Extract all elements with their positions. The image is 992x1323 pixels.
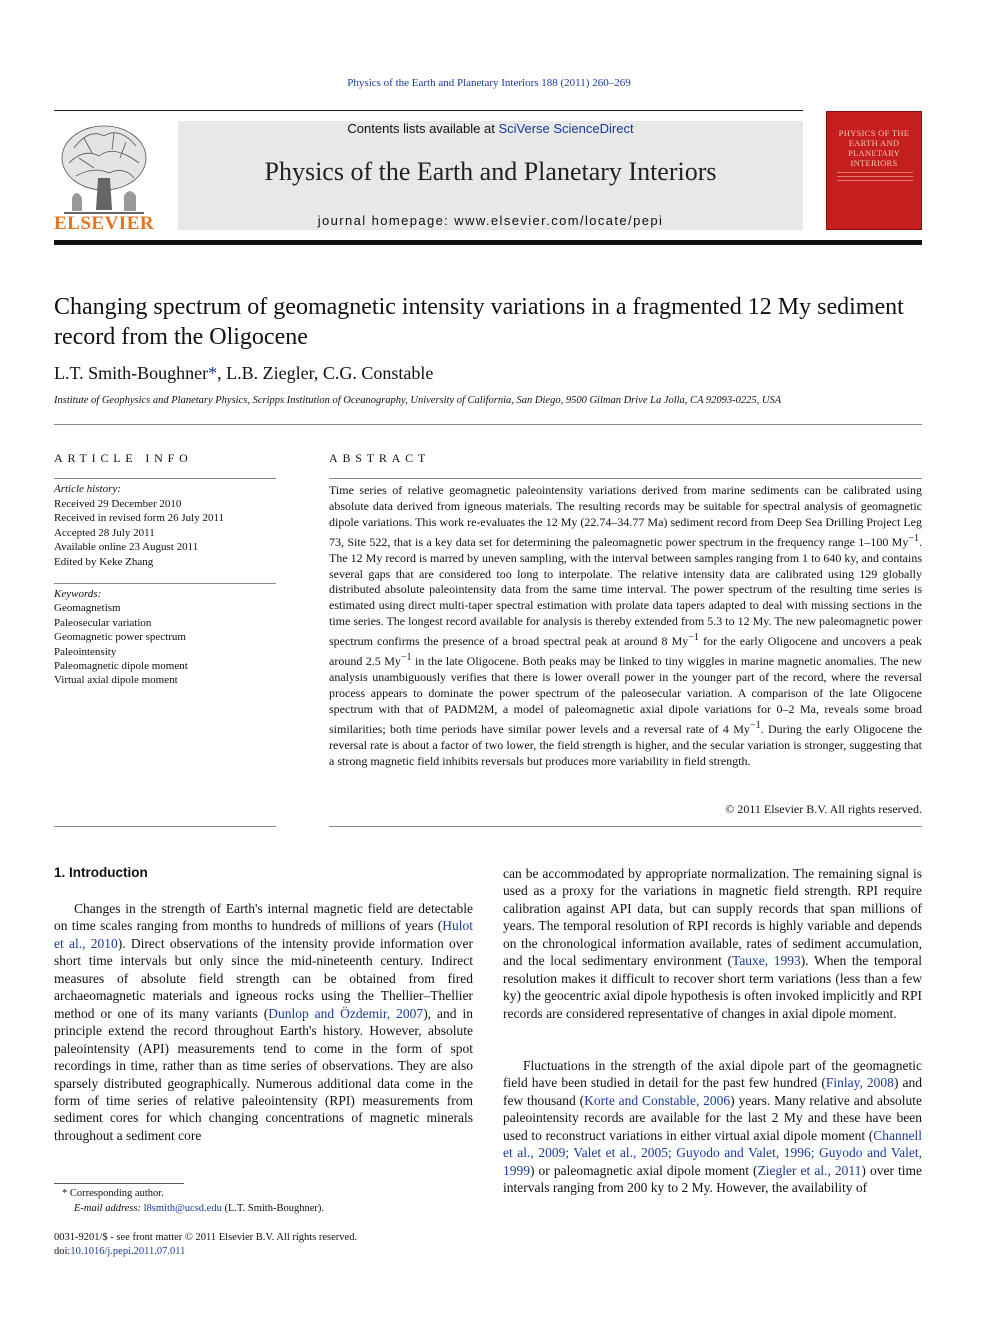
- journal-homepage: [178, 213, 803, 228]
- author-list: [54, 363, 433, 384]
- history-item: Received in revised form 26 July 2011: [54, 512, 225, 524]
- citation-link[interactable]: Tauxe, 1993: [732, 953, 801, 969]
- intro-paragraph-continued: can be accommodated by appropriate normalization. The remaining signal is used as a proxy for the variations in magnetic field strength. RPI require calibration against API data, but can supply records that span millions of years. The temporal resolution of RPI records is highly variable and depends on the chronological information available, rates of sediment accumulation, and the local sedimentary environment (Tauxe, 1993). When the temporal resolution makes it difficult to recover short term variations (less than a few ky) the geocentric axial dipole hypothesis is often invoked implicitly and RPI records are considered representative of changes in axial dipole moment.: [503, 866, 922, 1021]
- footnote-rule: [54, 1183, 184, 1184]
- article-history: [54, 482, 276, 569]
- cover-title: PHYSICS OF THE EARTH AND PLANETARY INTERIORS: [838, 128, 910, 168]
- history-item: Available online 23 August 2011: [54, 541, 199, 553]
- citation-link[interactable]: Finlay, 2008: [825, 1075, 894, 1091]
- info-rule: [54, 826, 276, 827]
- header-thick-rule: [54, 240, 922, 245]
- elsevier-wordmark: ELSEVIER: [54, 213, 155, 234]
- author-name[interactable]: L.T. Smith-Boughner: [54, 363, 209, 383]
- corresponding-author-mark[interactable]: *: [208, 363, 218, 383]
- article-info-heading: ARTICLE INFO: [54, 451, 193, 465]
- history-item: Edited by Keke Zhang: [54, 555, 154, 568]
- doi-line: doi:10.1016/j.pepi.2011.07.011: [54, 1246, 186, 1257]
- intro-paragraph: Changes in the strength of Earth's internal magnetic field are detectable on time scales ranging from months to hundreds of millions of years (Hulot et al., 2010). Direct observations of the intensity provide information over short time intervals but only since the mid-nineteenth century. Indirect measures of absolute field strength can be obtained from fired archaeomagnetic materials and igneous rocks using the Thellier–Thellier method or one of its many variants (Dunlop and Özdemir, 2007), and in principle extend the record throughout Earth's history. However, absolute paleointensity (API) measurements tend to come in the form of spot recordings in time, rather than as time series of observations. They are also sparsely distributed geographically. Numerous additional data come in the form of time series of relative paleointensity (RPI) measurements from sediment cores for which changing concentrations of magnetic minerals throughout a sediment core: [54, 901, 473, 1143]
- citation-link[interactable]: Dunlop and Özdemir, 2007: [268, 1005, 424, 1021]
- email-note: E-mail address: l8smith@ucsd.edu (L.T. Smith-Boughner).: [74, 1203, 324, 1214]
- top-rule: [54, 110, 803, 111]
- history-item: Received 29 December 2010: [54, 497, 182, 510]
- author-names-rest: , L.B. Ziegler, C.G. Constable: [217, 363, 434, 383]
- info-rule: [54, 478, 276, 479]
- footnote: [54, 1186, 473, 1216]
- journal-cover: [826, 111, 922, 230]
- doi-link[interactable]: 10.1016/j.pepi.2011.07.011: [70, 1246, 186, 1257]
- abstract-rule: [329, 826, 922, 827]
- keyword-item: Virtual axial dipole moment: [54, 674, 178, 687]
- affiliation: Institute of Geophysics and Planetary Physics, Scripps Institution of Oceanography, University of California, San Diego, 9500 Gilman Drive La Jolla, CA 92093-0225, USA: [54, 395, 782, 406]
- issn-line: 0031-9201/$ - see front matter © 2011 Elsevier B.V. All rights reserved.: [54, 1232, 358, 1243]
- homepage-prefix: journal homepage:: [317, 213, 455, 228]
- homepage-url-link[interactable]: www.elsevier.com/locate/pepi: [454, 213, 664, 228]
- journal-reference[interactable]: Physics of the Earth and Planetary Interiors 188 (2011) 260–269: [347, 77, 631, 89]
- intro-paragraph: Fluctuations in the strength of the axial dipole part of the geomagnetic field have been studied in detail for the past few hundred (Finlay, 2008) and few thousand (Korte and Constable, 2006) years. Many relative and absolute paleointensity records are available for the last 2 My and these have been used to reconstruct variations in either virtual axial dipole moment (Channell et al., 2009; Valet et al., 2005; Guyodo and Valet, 1996; Guyodo and Valet, 1999) or paleomagnetic axial dipole moment (Ziegler et al., 2011) over time intervals ranging from 200 ky to 2 My. However, the availability of: [503, 1058, 922, 1196]
- abstract-rule: [329, 478, 922, 479]
- corresponding-author-note: * Corresponding author.: [62, 1188, 164, 1199]
- citation-link[interactable]: Korte and Constable, 2006: [584, 1092, 731, 1108]
- keyword-item: Paleomagnetic dipole moment: [54, 660, 188, 673]
- keyword-item: Paleosecular variation: [54, 616, 152, 629]
- journal-title: Physics of the Earth and Planetary Interiors: [264, 157, 717, 186]
- sciencedirect-link[interactable]: SciVerse ScienceDirect: [498, 121, 634, 136]
- abstract-copyright: © 2011 Elsevier B.V. All rights reserved.: [725, 802, 922, 816]
- keywords: [54, 587, 276, 688]
- keywords-label: Keywords:: [54, 588, 102, 600]
- citation-link[interactable]: Ziegler et al., 2011: [757, 1162, 862, 1178]
- contents-line: [178, 121, 803, 136]
- email-link[interactable]: l8smith@ucsd.edu: [143, 1203, 222, 1214]
- cover-decoration: [837, 172, 913, 184]
- article-title: Changing spectrum of geomagnetic intensity variations in a fragmented 12 My sediment record from the Oligocene: [54, 294, 904, 350]
- history-label: Article history:: [54, 483, 121, 495]
- keyword-item: Paleointensity: [54, 645, 117, 658]
- history-item: Accepted 28 July 2011: [54, 526, 155, 539]
- citation-link[interactable]: Channell et al., 2009; Valet et al., 2005; Guyodo and Valet, 1996; Guyodo and Valet, 1999: [503, 1127, 922, 1178]
- info-rule: [54, 583, 276, 584]
- keyword-item: Geomagnetic power spectrum: [54, 631, 186, 644]
- keyword-item: Geomagnetism: [54, 602, 121, 615]
- introduction-heading: 1. Introduction: [54, 865, 148, 880]
- citation-link[interactable]: Hulot et al., 2010: [54, 918, 473, 951]
- abstract-text: Time series of relative geomagnetic paleointensity variations derived from marine sediments can be calibrated using absolute data derived from igneous materials. The resulting records may be suitable for spectral analysis of geomagnetic dipole variations. This work re-evaluates the 12 My (22.74–34.77 Ma) sediment record from Deep Sea Drilling Project Leg 73, Site 522, that is a key data set for determining the paleomagnetic power spectrum in the frequency range 1–100 $My^{-1}$. The 12 My record is marred by uneven sampling, with the interval between samples ranging from 1 to 640 ky, and contains several gaps that are considered too long to interpolate. The relative intensity data are calibrated using 129 globally distributed absolute paleointensity data from the same time interval. The power spectrum of the resulting time series is estimated using direct multi-taper spectral estimation with prolate data tapers adapted to deal with missing sections in the time series. The longest record available for analysis is thereby extended from 5.3 to 12 My. The new paleomagnetic power spectrum confirms the presence of a broad spectral peak at around 8 $My^{-1}$ for the early Oligocene and uncovers a peak around 2.5 $My^{-1}$ in the late Oligocene. Both peaks may be linked to tiny wiggles in marine magnetic anomalies. The new analysis unambiguously verifies that there is lower overall power in the younger part of the record, where the reversal process appears to dominate the power spectrum of the paleosecular variation. A comparison of the late Oligocene spectrum with that of PADM2M, a model of paleomagnetic axial dipole variations for 0–2 Ma, reveals some broad similarities; both time periods have similar power levels and a reversal rate of 4 $My^{-1}$. During the early Oligocene the reversal rate is about a factor of two lower, the field strength is higher, and the secular variation is stronger, suggesting that a strong magnetic field inhibits reversals but produces more variability in field strength.: [329, 483, 923, 768]
- affiliation-rule: [54, 424, 922, 425]
- abstract-heading: ABSTRACT: [329, 451, 431, 465]
- front-matter: [54, 1231, 473, 1259]
- contents-prefix: Contents lists available at: [347, 121, 499, 136]
